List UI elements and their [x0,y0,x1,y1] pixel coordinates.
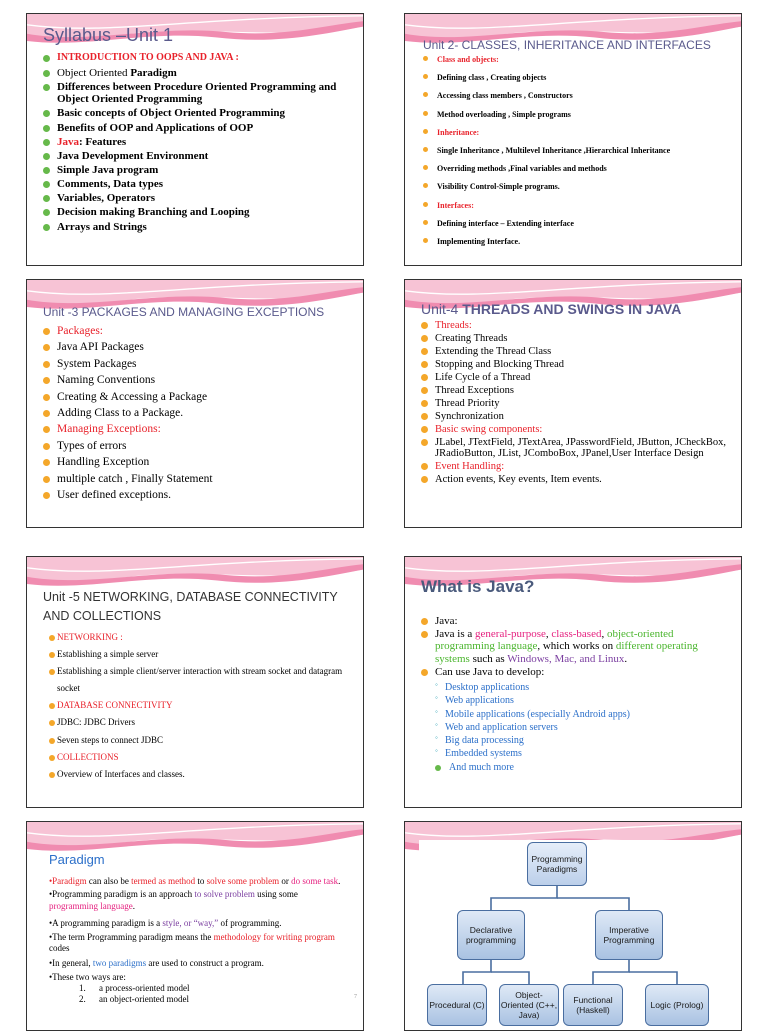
list-item: Establishing a simple client/server interaction with stream socket and datagram socket [51,663,351,697]
bullet-icon [43,344,50,351]
list-item: ◦ Big data processing [435,733,524,747]
list-item: DATABASE CONNECTIVITY [51,697,351,714]
list-item: User defined exceptions. [43,489,359,502]
list-item: Java Development Environment [43,150,353,163]
bullet-icon [49,703,55,709]
list-item: Defining interface – Extending interface [423,219,739,228]
list-item: Establishing a simple server [51,646,351,663]
paragraph: •Programming paradigm is an approach to solve problem using some programming language. [49,889,298,911]
list-item: System Packages [43,358,359,371]
bullet-icon [43,410,50,417]
node-programming-paradigms: Programming Paradigms [527,842,587,886]
title-prefix: Unit-4 [421,301,463,317]
bullet-icon [421,476,428,483]
bullet-icon [423,202,428,207]
list-item: Threads: [421,320,737,331]
bullet-icon [423,74,428,79]
bullet-icon [423,147,428,152]
bullet-icon [421,387,428,394]
bullet-icon [43,110,50,117]
slide-title: Syllabus –Unit 1 [43,25,174,45]
list-item: Visibility Control-Simple programs. [423,182,739,191]
bullet-icon [423,92,428,97]
slide-7 [26,821,364,1031]
list-item: Handling Exception [43,456,359,469]
slide-4 [404,279,742,528]
list-item: Java: [421,615,727,628]
list-item: Inheritance: [423,128,739,137]
numbered-item: 2. an object-oriented model [79,994,189,1005]
numbered-item: 1. a process-oriented model [79,983,190,993]
diagram-panel [419,840,729,1026]
bullet-icon [43,361,50,368]
node-object-oriented: Object-Oriented (C++, Java) [499,984,559,1026]
slide-3 [26,279,364,528]
bullet-icon [421,413,428,420]
list-item: Event Handling: [421,461,737,472]
list-item: Adding Class to a Package. [43,407,359,420]
list-item: Object Oriented Paradigm [43,67,353,80]
bullet-icon [49,635,55,641]
slide-title: Unit -3 PACKAGES AND MANAGING EXCEPTIONS [43,305,325,319]
node-declarative: Declarative programming [457,910,525,960]
slide-title [421,301,681,317]
bullet-icon [423,129,428,134]
list-item: ◦ Embedded systems [435,746,522,760]
list-item: Managing Exceptions: [43,423,359,436]
slide-body [49,876,349,1006]
paragraph: •These two ways are: [49,971,126,982]
slide-title: Unit -5 NETWORKING, DATABASE CONNECTIVITY AND COLLECTIONS [43,590,338,623]
list-item: Stopping and Blocking Thread [421,359,737,370]
sub-bullet-icon: ◦ [435,706,438,716]
bullet-icon [49,652,55,658]
bullet-icon [43,195,50,202]
list-item: Life Cycle of a Thread [421,372,737,383]
bullet-icon [43,84,50,91]
list-item: Accessing class members , Constructors [423,91,739,100]
bullet-icon [49,669,55,675]
list-item: Can use Java to develop: [421,666,727,679]
slide-title: What is Java? [421,577,535,596]
bullet-icon [423,220,428,225]
node-logic: Logic (Prolog) [645,984,709,1026]
slide-title: Unit 2- CLASSES, INHERITANCE AND INTERFACES [423,38,711,52]
paragraph: •A programming paradigm is a style, or “way,” of programming. [49,917,282,928]
list-item: Class and objects: [423,55,739,64]
slide-2 [404,13,742,266]
list-item: Overriding methods ,Final variables and methods [423,164,739,173]
bullet-icon [43,476,50,483]
bullet-icon [421,400,428,407]
paragraph: •The term Programming paradigm means the methodology for writing program codes [49,932,335,954]
paragraph: •In general, two paradigms are used to construct a program. [49,957,264,968]
list-item: ◦ Mobile applications (especially Android apps) [435,706,630,720]
list-item: Action events, Key events, Item events. [421,474,737,485]
list-item: ◦ Desktop applications [435,680,530,693]
bullet-icon [43,139,50,146]
bullet-icon [423,238,428,243]
list-item: Arrays and Strings [43,221,353,234]
bullet-icon [49,755,55,761]
list-item: Thread Exceptions [421,385,737,396]
list-item: Method overloading , Simple programs [423,110,739,119]
list-item: NETWORKING : [51,629,351,646]
page-number: 7 [354,994,357,1000]
slide-5 [26,556,364,808]
bullet-icon [43,459,50,466]
numbered-list [49,983,349,1006]
list-item: Creating Threads [421,333,737,344]
sub-bullet-icon: ◦ [435,680,438,689]
list-item: Synchronization [421,411,737,422]
bullet-icon [43,181,50,188]
bullet-list [51,629,351,783]
title-emphasis: THREADS AND SWINGS IN JAVA [462,301,682,317]
sub-bullet-icon: ◦ [435,719,438,729]
bullet-icon [421,335,428,342]
bullet-icon [43,167,50,174]
bullet-icon [421,322,428,329]
bullet-icon [49,738,55,744]
list-item: Variables, Operators [43,192,353,205]
slide-6 [404,556,742,808]
bullet-icon [421,348,428,355]
bullet-list [423,55,739,255]
bullet-list [435,762,725,774]
list-item: Interfaces: [423,201,739,210]
list-item: Comments, Data types [43,178,353,191]
bullet-icon [49,772,55,778]
bullet-icon [43,209,50,216]
bullet-icon [43,70,50,77]
sub-bullet-icon: ◦ [435,746,438,756]
bullet-icon [421,463,428,470]
list-item: Thread Priority [421,398,737,409]
node-functional: Functional (Haskell) [563,984,623,1026]
list-item: multiple catch , Finally Statement [43,473,359,486]
bullet-icon [43,426,50,433]
bullet-list [43,52,353,235]
bullet-icon [43,224,50,231]
bullet-icon [423,111,428,116]
list-item: Defining class , Creating objects [423,73,739,82]
bullet-icon [43,394,50,401]
list-item: Single Inheritance , Multilevel Inheritance ,Hierarchical Inheritance [423,146,739,155]
list-item: Basic concepts of Object Oriented Programming [43,107,353,120]
list-item: ◦ Web applications [435,693,514,707]
sub-list [435,681,725,761]
sub-bullet-icon: ◦ [435,733,438,743]
list-item: Java API Packages [43,341,359,354]
list-item: JLabel, JTextField, JTextArea, JPasswordField, JButton, JCheckBox, JRadioButton, JList, JComboBox, JPanel,User Interface Design [421,437,737,459]
list-item: Seven steps to connect JDBC [51,732,351,749]
bullet-list [421,320,737,487]
node-procedural: Procedural (C) [427,984,487,1026]
list-item: Basic swing components: [421,424,737,435]
bullet-icon [43,153,50,160]
list-item: Java is a general-purpose, class-based, object-oriented programming language, which works on different operating systems such as Windows, Mac, and Linux. [421,628,727,666]
bullet-icon [43,377,50,384]
bullet-icon [43,492,50,499]
sub-bullet-icon: ◦ [435,693,438,703]
list-item: Decision making Branching and Looping [43,206,353,219]
list-item: Naming Conventions [43,374,359,387]
bullet-icon [423,56,428,61]
list-item: Benefits of OOP and Applications of OOP [43,122,353,135]
list-item: ◦ Web and application servers [435,719,558,733]
slide-title: Paradigm [49,852,105,867]
bullet-icon [421,374,428,381]
bullet-icon [43,125,50,132]
list-item: Types of errors [43,440,359,453]
list-item: Packages: [43,325,359,338]
list-item: Implementing Interface. [423,237,739,246]
bullet-icon [421,439,428,446]
list-item: COLLECTIONS [51,749,351,766]
bullet-icon [423,165,428,170]
list-item: And much more [435,762,725,774]
bullet-icon [423,183,428,188]
slide-1 [26,13,364,266]
list-item: Extending the Thread Class [421,346,737,357]
bullet-icon [43,443,50,450]
bullet-icon [421,426,428,433]
list-item: JDBC: JDBC Drivers [51,714,351,731]
bullet-icon [49,720,55,726]
bullet-icon [421,361,428,368]
list-item: Creating & Accessing a Package [43,391,359,404]
node-imperative: Imperative Programming [595,910,663,960]
paragraph: •Paradigm can also be termed as method to solve some problem or do some task. [49,876,341,886]
list-item: Simple Java program [43,164,353,177]
list-item: Java: Features [43,136,353,149]
bullet-list [43,325,359,505]
bullet-icon [43,328,50,335]
list-item: INTRODUCTION TO OOPS AND JAVA : [43,52,353,64]
slide-8 [404,821,742,1031]
bullet-list [421,615,727,678]
list-item: Differences between Procedure Oriented Programming and Object Oriented Programming [43,81,353,106]
list-item: Overview of Interfaces and classes. [51,766,351,783]
bullet-icon [43,55,50,62]
